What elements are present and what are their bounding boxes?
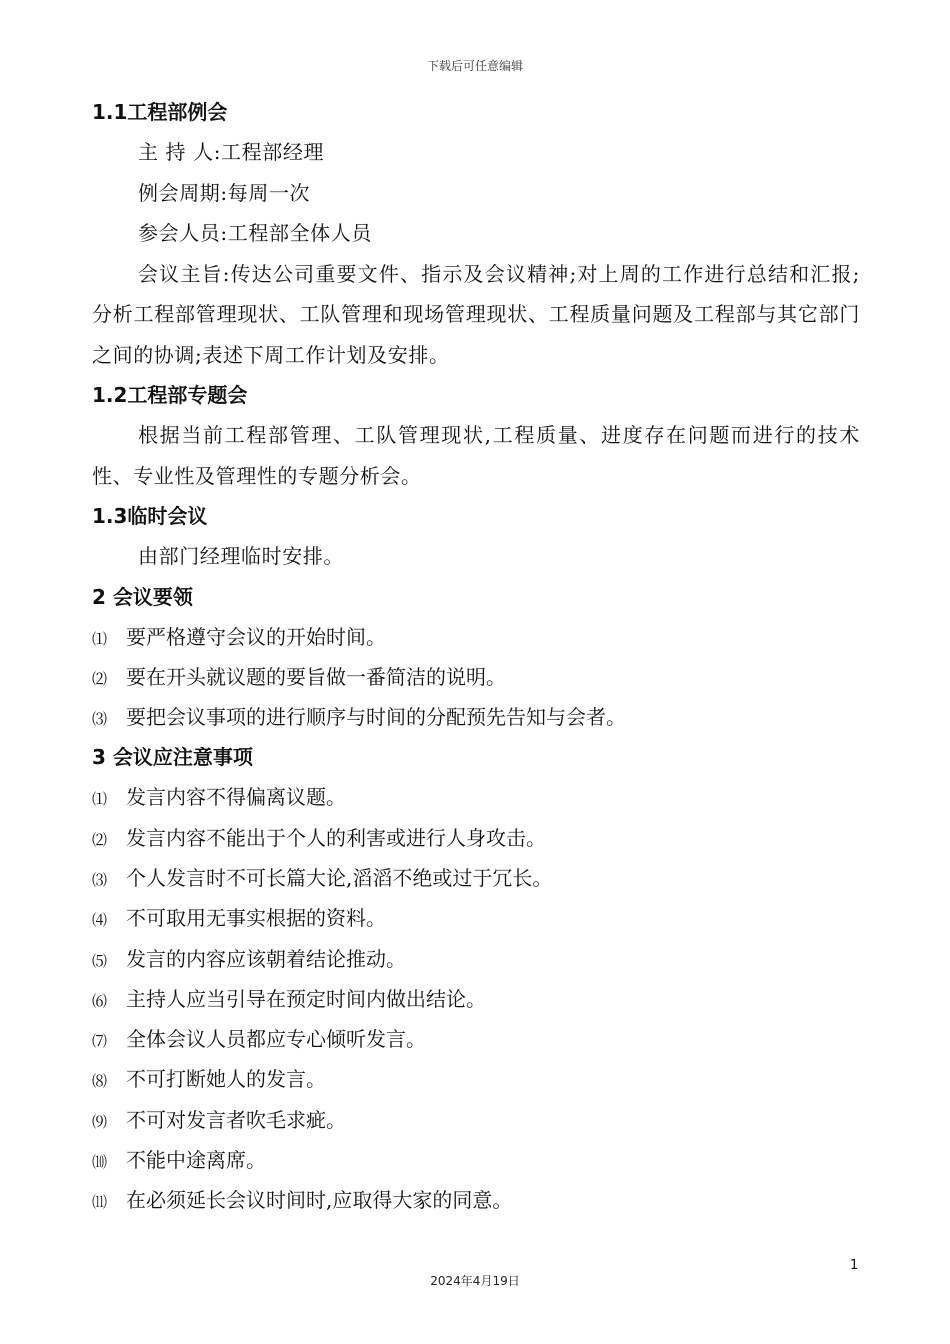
list-item-text: 不可打断她人的发言。 (126, 1067, 326, 1092)
list-item (92, 617, 860, 657)
section-heading-1-2: 1.2工程部专题会 (92, 383, 248, 407)
list-item (92, 1100, 860, 1140)
list-item (92, 1140, 860, 1180)
footer-date: 2024年4月19日 (430, 1274, 520, 1288)
list-item-number: ⑻ (92, 1072, 108, 1091)
list-item-number: ⑾ (92, 1193, 108, 1212)
list-item-text: 要把会议事项的进行顺序与时间的分配预先告知与会者。 (126, 705, 626, 730)
list-item-number: ⑶ (92, 710, 108, 729)
list-item (92, 898, 860, 938)
list-item-text: 不能中途离席。 (126, 1148, 266, 1173)
list-item (92, 979, 860, 1019)
list-item-number: ⑽ (92, 1153, 108, 1172)
list-item (92, 777, 860, 817)
list-item-text: 在必须延长会议时间时,应取得大家的同意。 (126, 1188, 513, 1213)
list-item-text: 发言的内容应该朝着结论推动。 (126, 946, 406, 971)
list-item-text: 不可对发言者吹毛求疵。 (126, 1107, 346, 1132)
list-item-text: 要严格遵守会议的开始时间。 (126, 624, 386, 649)
list-item-number: ⑺ (92, 1032, 108, 1051)
list-item (92, 1019, 860, 1059)
list-item-text: 发言内容不能出于个人的利害或进行人身攻击。 (126, 825, 546, 850)
list-item-number: ⑹ (92, 991, 108, 1010)
list-item-text: 主持人应当引导在预定时间内做出结论。 (126, 986, 486, 1011)
section-heading-3: 3 会议应注意事项 (92, 745, 253, 770)
meeting-host: 主 持 人:工程部经理 (138, 140, 325, 164)
page-number: 1 (850, 1258, 859, 1273)
list-item-number: ⑷ (92, 911, 108, 930)
document-body (92, 92, 860, 1221)
section-1-2-body: 根据当前工程部管理、工队管理现状,工程质量、进度存在问题而进行的技术性、专业性及管理性的专题分析会。 (92, 423, 860, 488)
page-header: 下载后可任意编辑 (426, 59, 523, 73)
list-item-number: ⑼ (92, 1112, 108, 1131)
list-item (92, 657, 860, 697)
list-item-text: 全体会议人员都应专心倾听发言。 (126, 1027, 426, 1052)
list-item-number: ⑴ (92, 629, 108, 648)
meeting-attendees: 参会人员:工程部全体人员 (138, 221, 372, 245)
section-heading-2: 2 会议要领 (92, 584, 193, 609)
list-item (92, 1180, 860, 1220)
list-item-number: ⑶ (92, 870, 108, 889)
list-item-text: 个人发言时不可长篇大论,滔滔不绝或过于冗长。 (126, 865, 553, 890)
list-item (92, 818, 860, 858)
section-heading-1-3: 1.3临时会议 (92, 504, 208, 528)
list-item-text: 不可取用无事实根据的资料。 (126, 906, 386, 931)
list-item (92, 1059, 860, 1099)
list-item-number: ⑵ (92, 830, 108, 849)
meeting-purpose: 会议主旨:传达公司重要文件、指示及会议精神;对上周的工作进行总结和汇报;分析工程部管理现状、工队管理和现场管理现状、工程质量问题及工程部与其它部门之间的协调;表述下周工作计划及安排。 (92, 261, 860, 367)
section-heading-1-1: 1.1工程部例会 (92, 100, 228, 124)
list-item-number: ⑸ (92, 951, 108, 970)
list-item-text: 要在开头就议题的要旨做一番简洁的说明。 (126, 664, 506, 689)
list-item (92, 939, 860, 979)
list-item (92, 858, 860, 898)
section-1-3-body: 由部门经理临时安排。 (138, 544, 344, 568)
list-item-number: ⑴ (92, 790, 108, 809)
list-item-text: 发言内容不得偏离议题。 (126, 785, 346, 810)
list-item (92, 697, 860, 737)
list-item-number: ⑵ (92, 669, 108, 688)
meeting-cycle: 例会周期:每周一次 (138, 180, 311, 205)
